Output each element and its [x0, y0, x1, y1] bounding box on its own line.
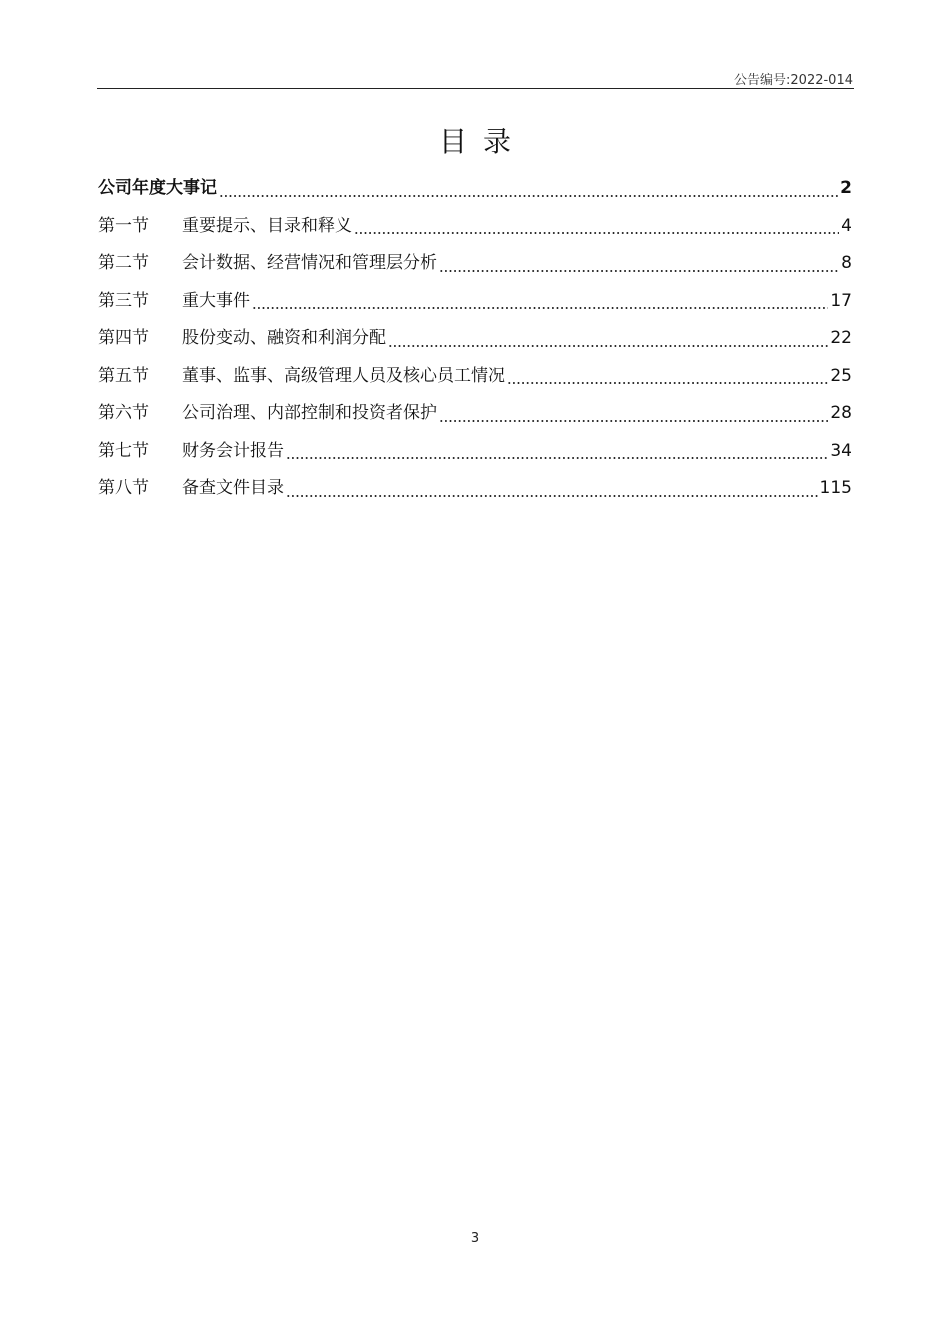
toc-entry-page: 22 [830, 328, 852, 349]
toc-entry-page: 17 [830, 290, 852, 311]
toc-entry-page: 34 [830, 440, 852, 461]
toc-entry-annual-events[interactable] [98, 170, 852, 208]
dot-leader [507, 382, 828, 384]
toc-entry-title: 重要提示、目录和释义 [182, 215, 352, 236]
toc-entry-section-2[interactable] [98, 245, 852, 283]
table-of-contents [98, 170, 852, 508]
toc-entry-section-3[interactable] [98, 283, 852, 321]
dot-leader [219, 195, 838, 197]
dot-leader [286, 457, 828, 459]
toc-entry-title: 公司年度大事记 [98, 178, 217, 199]
toc-entry-title: 董事、监事、高级管理人员及核心员工情况 [182, 365, 505, 386]
page-number: 3 [470, 1231, 480, 1246]
toc-entry-section-4[interactable] [98, 320, 852, 358]
toc-entry-section: 第一节 [98, 215, 149, 236]
toc-entry-title: 公司治理、内部控制和投资者保护 [182, 403, 437, 424]
toc-entry-section-7[interactable] [98, 433, 852, 471]
toc-entry-page: 4 [841, 215, 852, 236]
toc-entry-section-8[interactable] [98, 470, 852, 508]
dot-leader [388, 345, 828, 347]
dot-leader [439, 270, 839, 272]
toc-entry-page: 8 [841, 253, 852, 274]
toc-entry-section: 第四节 [98, 328, 149, 349]
toc-entry-title: 备查文件目录 [182, 478, 284, 499]
toc-entry-page: 115 [819, 478, 852, 499]
announcement-number: 公告编号:2022-014 [734, 73, 853, 88]
toc-entry-title: 股份变动、融资和利润分配 [182, 328, 386, 349]
toc-entry-section-5[interactable] [98, 358, 852, 396]
dot-leader [252, 307, 828, 309]
toc-entry-section: 第七节 [98, 440, 149, 461]
toc-entry-section: 第二节 [98, 253, 149, 274]
toc-entry-section: 第五节 [98, 365, 149, 386]
dot-leader [439, 420, 828, 422]
toc-entry-section: 第六节 [98, 403, 149, 424]
dot-leader [286, 495, 818, 497]
header-divider [97, 88, 854, 89]
toc-entry-section: 第八节 [98, 478, 149, 499]
toc-entry-section-6[interactable] [98, 395, 852, 433]
toc-entry-page: 25 [830, 365, 852, 386]
toc-entry-title: 重大事件 [182, 290, 250, 311]
toc-entry-page: 28 [830, 403, 852, 424]
toc-entry-section: 第三节 [98, 290, 149, 311]
dot-leader [354, 232, 839, 234]
toc-entry-section-1[interactable] [98, 208, 852, 246]
page-title: 目录 [438, 125, 527, 158]
toc-entry-title: 会计数据、经营情况和管理层分析 [182, 253, 437, 274]
toc-entry-page: 2 [840, 178, 852, 199]
toc-entry-title: 财务会计报告 [182, 440, 284, 461]
